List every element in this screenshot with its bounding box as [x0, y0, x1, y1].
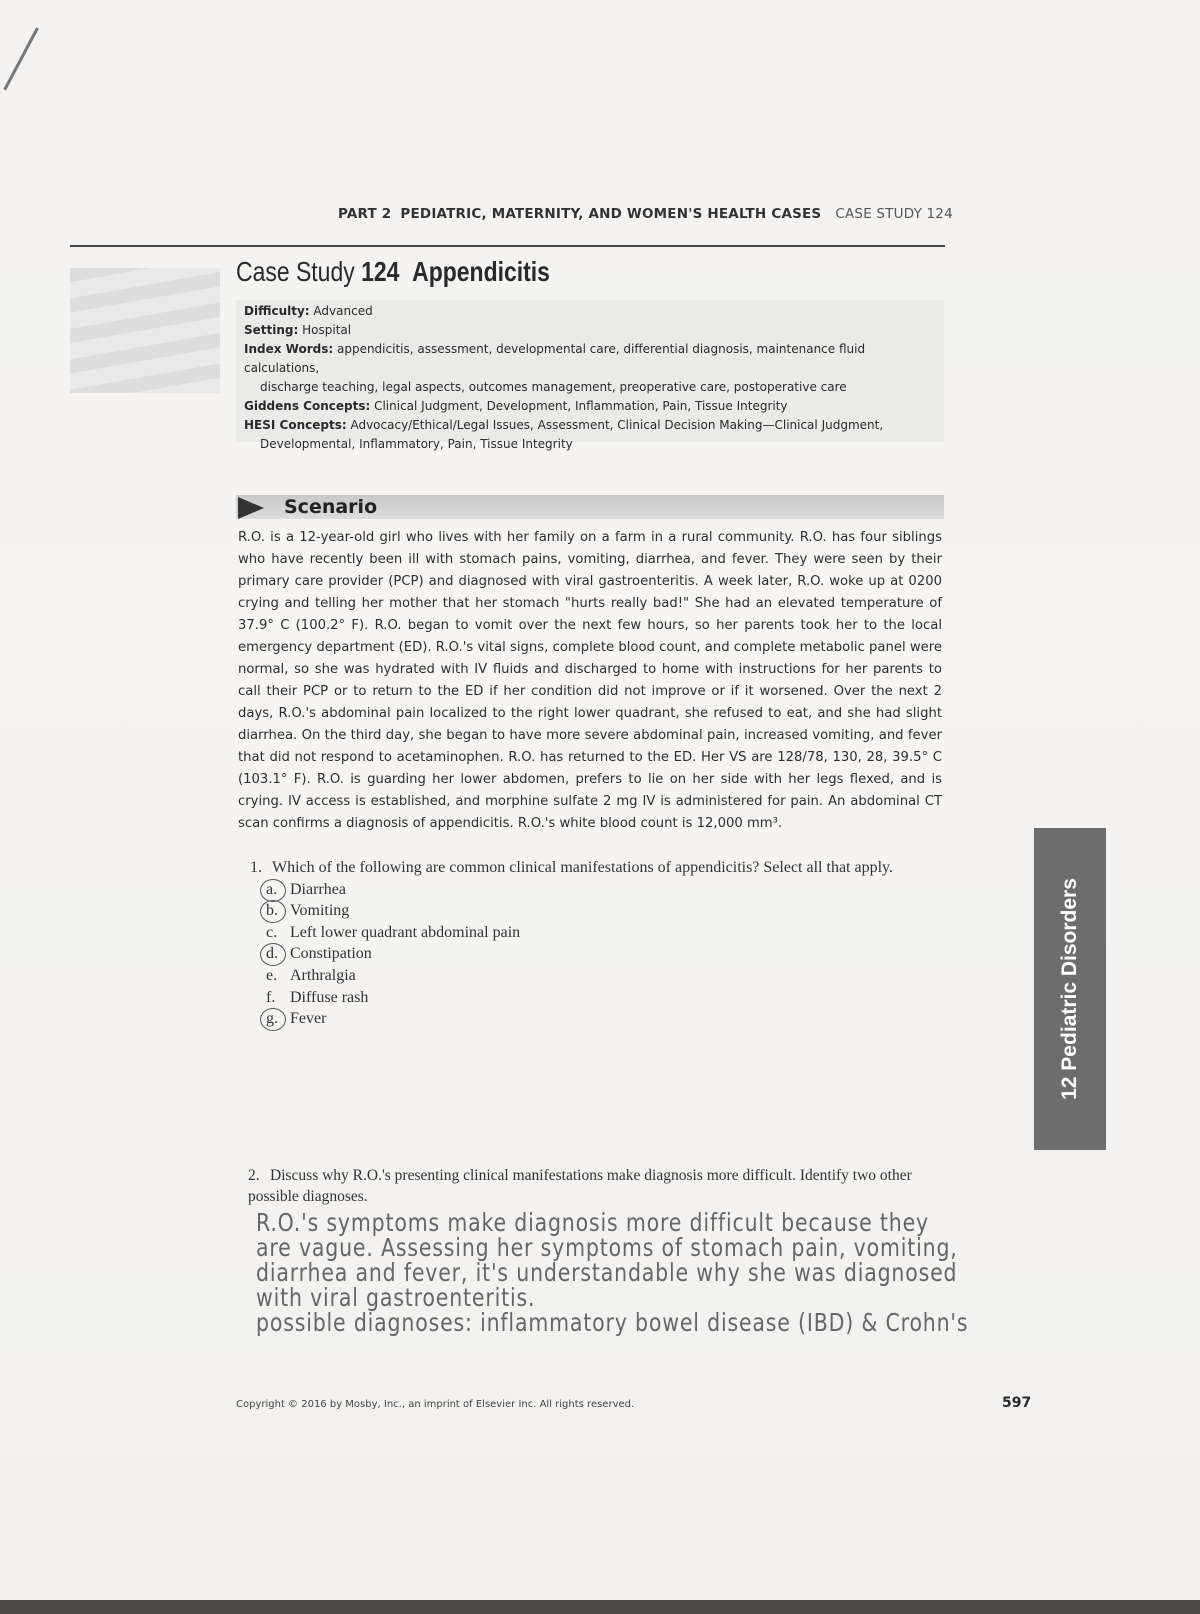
scenario-text: R.O. is a 12-year-old girl who lives with her family on a farm in a rural community. R.O. has four siblings who have recently been ill with stomach pains, vomiting, diarrhea, and fever. They were seen by their primary care provider (PCP) and diagnosed with viral gastroenteritis. A week later, R.O. woke up at 0200 crying and telling her mother that her stomach "hurts really bad!" She had an elevated temperature of 37.9° C (100.2° F). R.O. began to vomit over the next few hours, so her parents took her to the local emergency department (ED). R.O.'s vital signs, complete blood count, and complete metabolic panel were normal, so she was hydrated with IV fluids and discharged to home with instructions for her parents to call their PCP or to return to the ED if her condition did not improve or if it worsened. Over the next 2 days, R.O.'s abdominal pain localized to the right lower quadrant, she refused to eat, and she had slight diarrhea. On the third day, she began to have more severe abdominal pain, increased vomiting, and fever that did not respond to acetaminophen. R.O. has returned to the ED. Her VS are 128/78, 130, 28, 39.5° C (103.1° F). R.O. is guarding her lower abdomen, prefers to lie on her side with her legs flexed, and is crying. IV access is established, and morphine sulfate 2 mg IV is administered for pain. An abdominal CT scan confirms a diagnosis of appendicitis. R.O.'s white blood count is 12,000 mm³. [238, 530, 942, 831]
option-letter: c. [266, 923, 278, 941]
setting-value: Hospital [302, 323, 352, 337]
case-label: CASE STUDY 124 [835, 206, 953, 222]
option-text: Diarrhea [290, 880, 346, 898]
option-item [266, 987, 930, 1009]
option-text: Arthralgia [290, 966, 356, 984]
hesi-label: HESI Concepts: [244, 418, 347, 432]
handwritten-line: R.O.'s symptoms make diagnosis more difficult because they [256, 1208, 929, 1237]
question-2 [248, 1165, 948, 1207]
hesi-value-cont: Developmental, Inflammatory, Pain, Tissue Integrity [260, 437, 573, 451]
circle-mark [260, 1008, 286, 1031]
section-label: PEDIATRIC, MATERNITY, AND WOMEN'S HEALTH CASES [400, 206, 822, 222]
option-text: Constipation [290, 945, 372, 963]
question-number: 2. [248, 1167, 260, 1184]
difficulty-value: Advanced [313, 304, 373, 318]
scenario-heading [236, 495, 944, 519]
setting-label: Setting: [244, 323, 299, 337]
index-words: appendicitis, assessment, developmental care, differential diagnosis, maintenance fluid calculations, [244, 342, 866, 375]
circle-mark [260, 879, 286, 902]
divider [70, 245, 945, 247]
option-item [266, 900, 930, 922]
option-item [266, 965, 930, 987]
page-title [236, 256, 550, 288]
question-text: Discuss why R.O.'s presenting clinical manifestations make diagnosis more difficult. Identify two other possible diagnoses. [248, 1167, 912, 1205]
option-text: Diffuse rash [290, 988, 369, 1006]
hesi-value: Advocacy/Ethical/Legal Issues, Assessment, Clinical Decision Making—Clinical Judgment, [350, 418, 884, 432]
option-text: Vomiting [290, 902, 350, 920]
option-letter: d. [266, 945, 278, 963]
triangle-icon [238, 497, 264, 519]
chapter-tab [1034, 828, 1106, 1150]
handwritten-line: possible diagnoses: inflammatory bowel disease (IBD) & Crohn's [256, 1308, 969, 1337]
page-number: 597 [1002, 1395, 1032, 1411]
option-letter: g. [266, 1010, 278, 1028]
option-item [266, 943, 930, 965]
question-text: Which of the following are common clinical manifestations of appendicitis? Select all that apply. [272, 859, 893, 876]
option-text: Fever [290, 1010, 327, 1028]
option-item [266, 922, 930, 944]
decorative-graphic [70, 268, 220, 393]
handwritten-answer [256, 1208, 969, 1337]
option-letter: a. [266, 880, 278, 898]
question-1 [250, 857, 930, 1030]
title-number: 124 [361, 256, 400, 287]
giddens-label: Giddens Concepts: [244, 399, 371, 413]
option-item [266, 879, 930, 901]
question-number: 1. [250, 859, 262, 876]
handwritten-line: diarrhea and fever, it's understandable why she was diagnosed [256, 1258, 958, 1287]
title-prefix: Case Study [236, 256, 355, 287]
index-label: Index Words: [244, 342, 334, 356]
difficulty-label: Difficulty: [244, 304, 310, 318]
option-letter: b. [266, 902, 278, 920]
title-topic: Appendicitis [412, 256, 550, 287]
option-list [250, 879, 930, 1030]
giddens-value: Clinical Judgment, Development, Inflammation, Pain, Tissue Integrity [374, 399, 788, 413]
index-words-cont: discharge teaching, legal aspects, outcomes management, preoperative care, postoperative care [260, 380, 847, 394]
part-label: PART 2 [338, 206, 392, 222]
option-text: Left lower quadrant abdominal pain [290, 923, 521, 941]
chapter-tab-label: 12 Pediatric Disorders [1058, 878, 1081, 1100]
table-edge [0, 1600, 1200, 1614]
handwritten-line: are vague. Assessing her symptoms of stomach pain, vomiting, [256, 1233, 958, 1262]
option-letter: e. [266, 966, 278, 984]
case-info-box [236, 300, 944, 451]
scenario-label: Scenario [284, 496, 378, 518]
option-item [266, 1008, 930, 1030]
option-letter: f. [266, 988, 276, 1006]
handwritten-line: with viral gastroenteritis. [256, 1283, 536, 1312]
copyright: Copyright © 2016 by Mosby, Inc., an imprint of Elsevier Inc. All rights reserved. [236, 1399, 635, 1410]
running-header [338, 206, 953, 222]
